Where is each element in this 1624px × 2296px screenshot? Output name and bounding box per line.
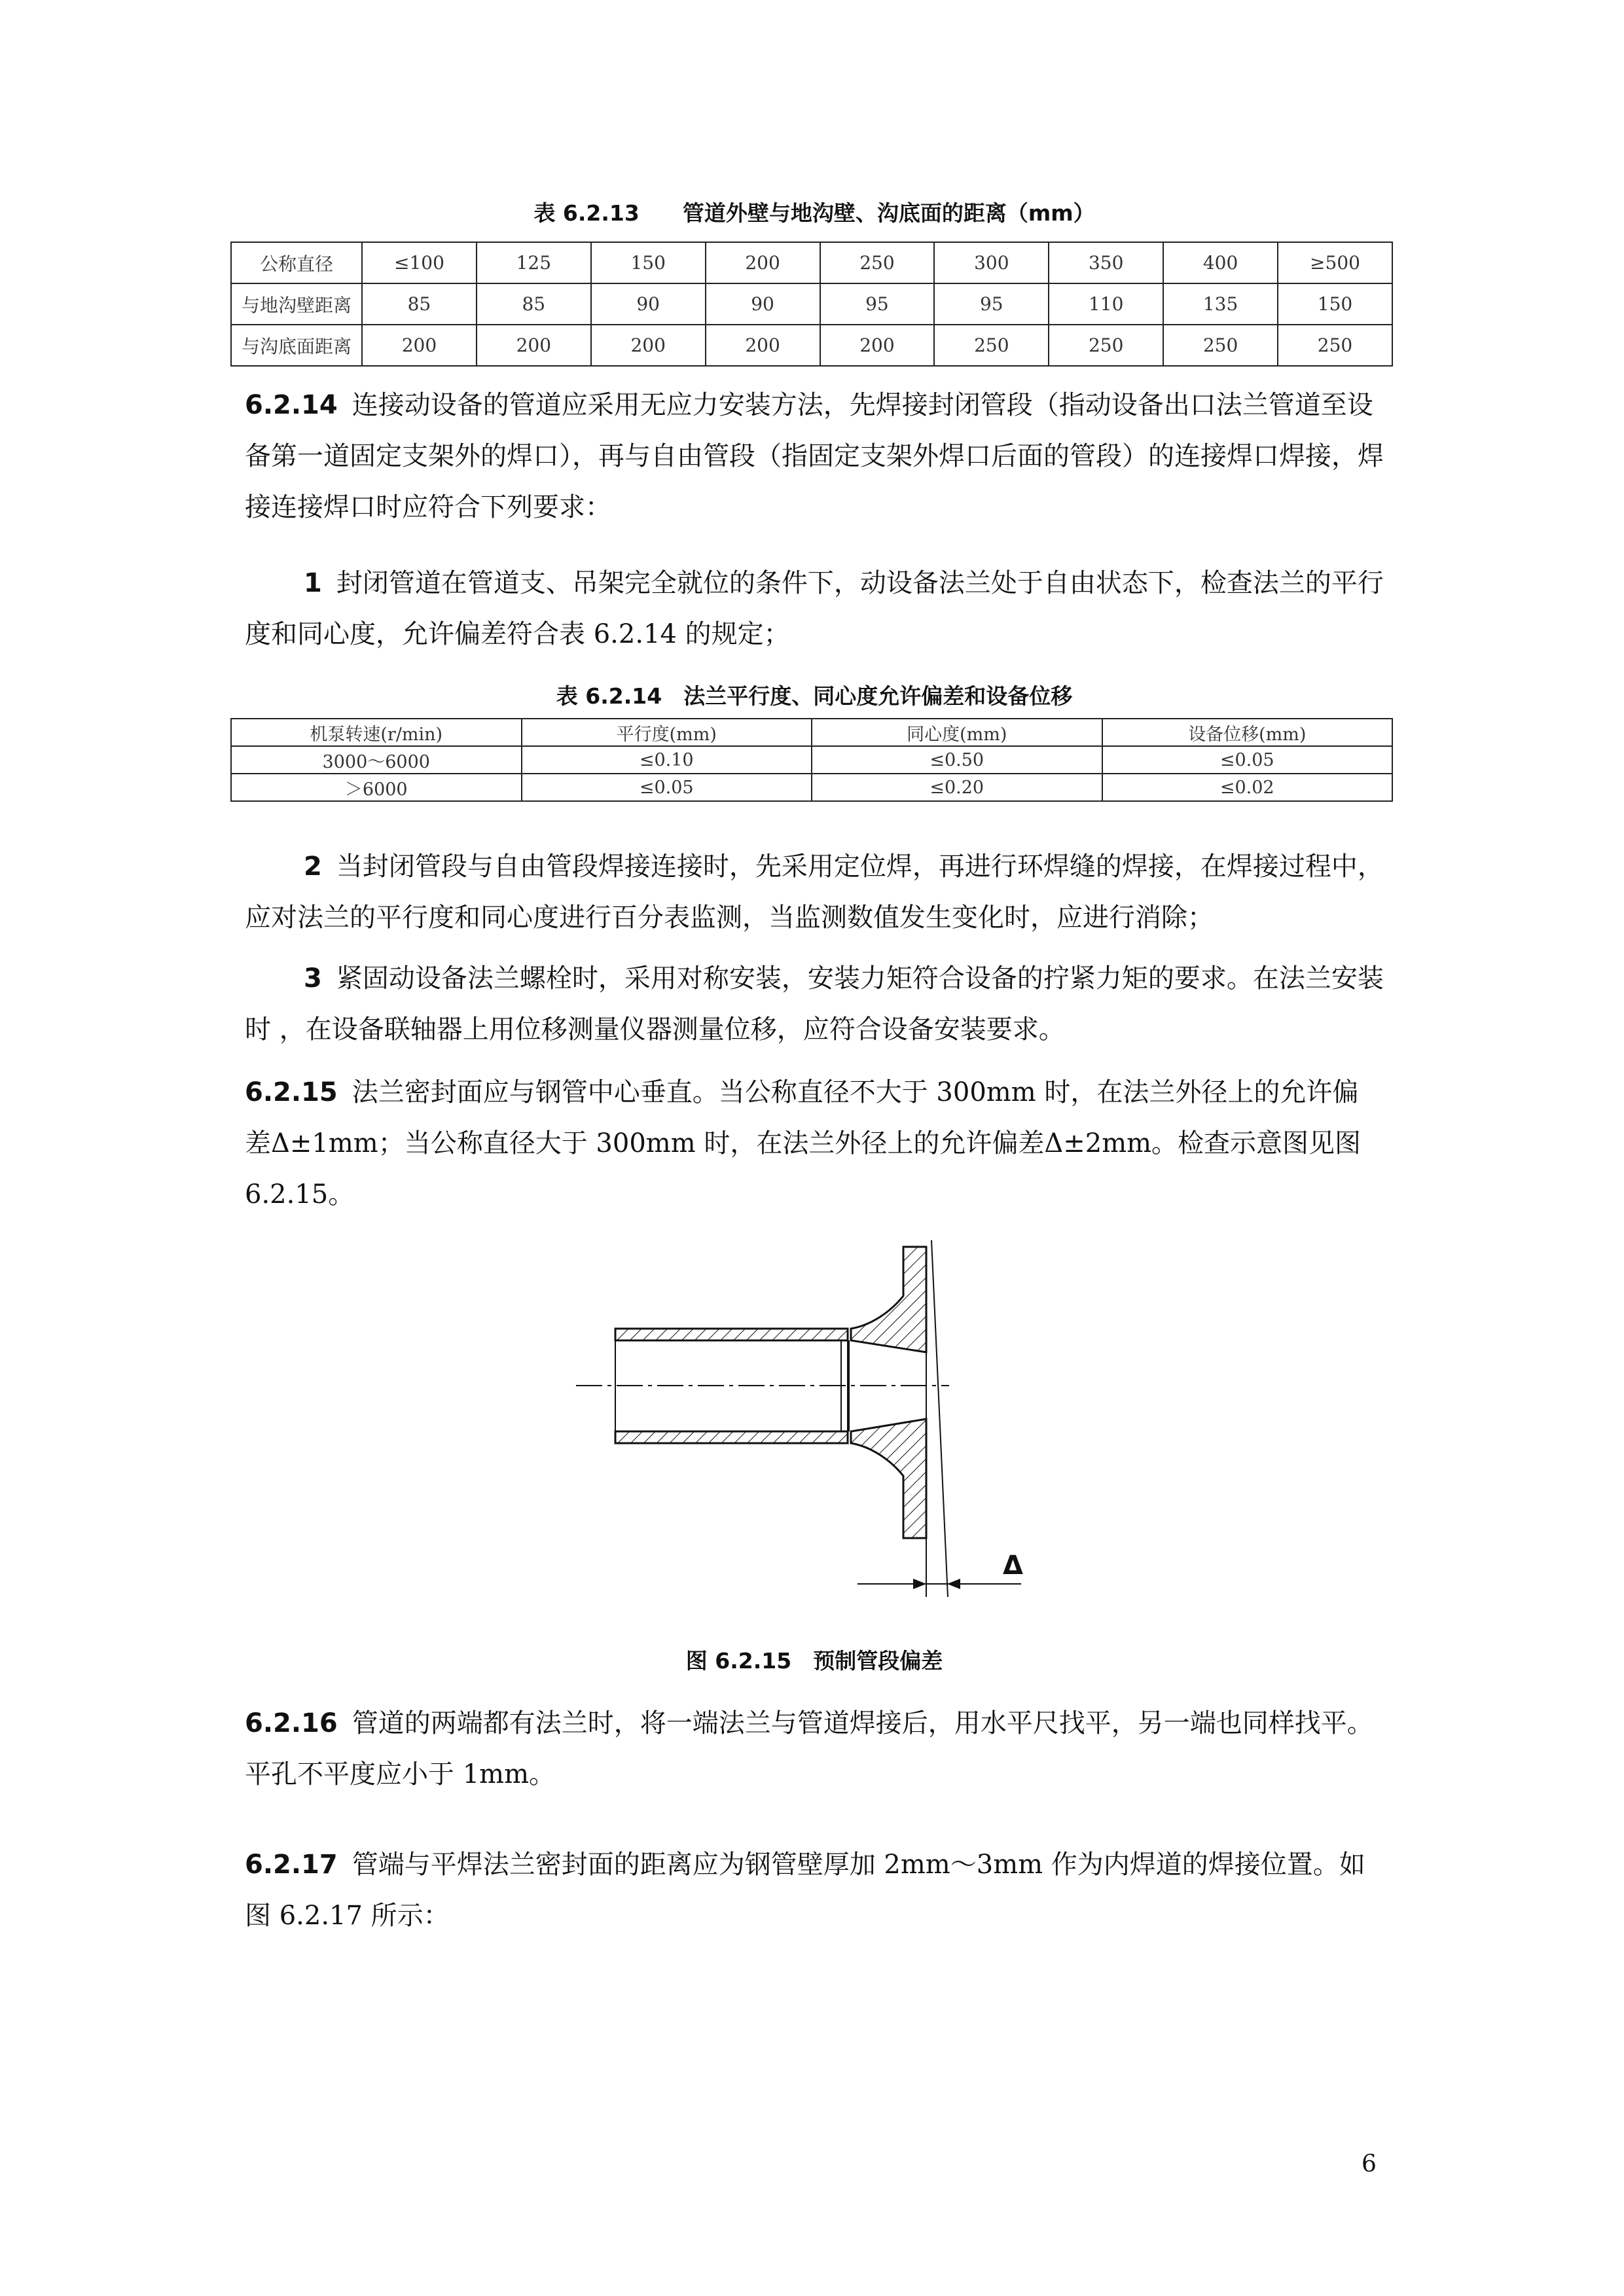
page-number: 6 — [1362, 2151, 1377, 2178]
table-cell: 85 — [477, 283, 591, 325]
table-6-2-14-caption: 表 6.2.14 法兰平行度、同心度允许偏差和设备位移 — [556, 683, 1073, 709]
section-6-2-14 — [245, 380, 1384, 533]
table-cell: ≤0.05 — [1102, 746, 1393, 774]
table-cell: 平行度(mm) — [522, 719, 812, 746]
item-number: 2 — [304, 852, 322, 882]
table-cell: 150 — [1278, 283, 1392, 325]
table-cell: ≤0.05 — [522, 774, 812, 801]
section-number: 6.2.17 — [245, 1850, 338, 1880]
table-cell: 400 — [1163, 242, 1278, 283]
section-6-2-16 — [245, 1698, 1384, 1800]
table-cell: 90 — [591, 283, 706, 325]
table-cell: 机泵转速(r/min) — [231, 719, 522, 746]
item-number: 1 — [304, 568, 322, 598]
item-3 — [245, 953, 1384, 1055]
section-text: 管端与平焊法兰密封面的距离应为钢管壁厚加 2mm～3mm 作为内焊道的焊接位置。如图 6.2.17 所示： — [245, 1850, 1365, 1931]
table-row — [231, 283, 1392, 325]
table-row — [231, 774, 1392, 801]
table-cell: 250 — [934, 325, 1049, 366]
table-cell: ≤0.10 — [522, 746, 812, 774]
section-number: 6.2.14 — [245, 390, 338, 420]
table-cell: ≤0.20 — [812, 774, 1102, 801]
table-cell: 3000～6000 — [231, 746, 522, 774]
section-text: 法兰密封面应与钢管中心垂直。当公称直径不大于 300mm 时，在法兰外径上的允许偏差Δ±1mm；当公称直径大于 300mm 时，在法兰外径上的允许偏差Δ±2mm。检查示意图见图 6.2.15。 — [245, 1077, 1362, 1210]
item-2 — [245, 841, 1384, 943]
item-text: 封闭管道在管道支、吊架完全就位的条件下，动设备法兰处于自由状态下，检查法兰的平行度和同心度，允许偏差符合表 6.2.14 的规定； — [245, 568, 1384, 649]
table-cell: 95 — [934, 283, 1049, 325]
item-number: 3 — [304, 963, 322, 994]
item-text: 当封闭管段与自由管段焊接连接时，先采用定位焊，再进行环焊缝的焊接，在焊接过程中，应对法兰的平行度和同心度进行百分表监测，当监测数值发生变化时，应进行消除； — [245, 852, 1384, 933]
table-cell: 110 — [1049, 283, 1163, 325]
table-cell: 85 — [362, 283, 477, 325]
table-cell: 200 — [477, 325, 591, 366]
table-cell: 95 — [820, 283, 935, 325]
table-cell: 与地沟壁距离 — [231, 283, 362, 325]
table-cell: 200 — [706, 325, 820, 366]
item-1 — [245, 558, 1384, 660]
table-cell: 200 — [820, 325, 935, 366]
table-cell: 90 — [706, 283, 820, 325]
flange-deviation-diagram — [563, 1237, 1034, 1617]
table-6-2-13 — [230, 242, 1393, 367]
table-row — [231, 325, 1392, 366]
flange-upper — [851, 1247, 926, 1352]
flange-lower — [851, 1419, 926, 1538]
pipe-lower-wall — [615, 1431, 848, 1443]
table-cell: 250 — [1278, 325, 1392, 366]
table-6-2-13-caption: 表 6.2.13 管道外壁与地沟壁、沟底面的距离（mm） — [533, 200, 1095, 226]
table-cell: 300 — [934, 242, 1049, 283]
table-cell: 250 — [1049, 325, 1163, 366]
table-cell: 200 — [362, 325, 477, 366]
section-6-2-15 — [245, 1067, 1384, 1220]
table-cell: 250 — [820, 242, 935, 283]
section-text: 管道的两端都有法兰时，将一端法兰与管道焊接后，用水平尺找平，另一端也同样找平。平孔不平度应小于 1mm。 — [245, 1708, 1373, 1789]
figure-6-2-15-caption: 图 6.2.15 预制管段偏差 — [685, 1648, 943, 1674]
delta-label: Δ — [1003, 1551, 1023, 1581]
table-row — [231, 719, 1392, 746]
table-6-2-14 — [230, 718, 1393, 802]
table-cell: ≤100 — [362, 242, 477, 283]
item-text: 紧固动设备法兰螺栓时，采用对称安装，安装力矩符合设备的拧紧力矩的要求。在法兰安装时 ，在设备联轴器上用位移测量仪器测量位移，应符合设备安装要求。 — [245, 963, 1384, 1045]
table-cell: 200 — [591, 325, 706, 366]
table-cell: 公称直径 — [231, 242, 362, 283]
table-cell: 135 — [1163, 283, 1278, 325]
table-cell: ≤0.50 — [812, 746, 1102, 774]
table-cell: 与沟底面距离 — [231, 325, 362, 366]
table-cell: 250 — [1163, 325, 1278, 366]
pipe-upper-wall — [615, 1329, 848, 1340]
table-cell: ≥500 — [1278, 242, 1392, 283]
table-cell: 设备位移(mm) — [1102, 719, 1393, 746]
section-text: 连接动设备的管道应采用无应力安装方法，先焊接封闭管段（指动设备出口法兰管道至设备第一道固定支架外的焊口），再与自由管段（指固定支架外焊口后面的管段）的连接焊口焊接，焊接连接焊口时应符合下列要求： — [245, 390, 1384, 522]
table-cell: 150 — [591, 242, 706, 283]
table-cell: 同心度(mm) — [812, 719, 1102, 746]
table-row — [231, 242, 1392, 283]
table-row — [231, 746, 1392, 774]
table-cell: 125 — [477, 242, 591, 283]
section-number: 6.2.15 — [245, 1077, 338, 1107]
table-cell: 200 — [706, 242, 820, 283]
table-cell: ＞6000 — [231, 774, 522, 801]
section-6-2-17 — [245, 1839, 1384, 1941]
section-number: 6.2.16 — [245, 1708, 338, 1738]
table-cell: ≤0.02 — [1102, 774, 1393, 801]
table-cell: 350 — [1049, 242, 1163, 283]
